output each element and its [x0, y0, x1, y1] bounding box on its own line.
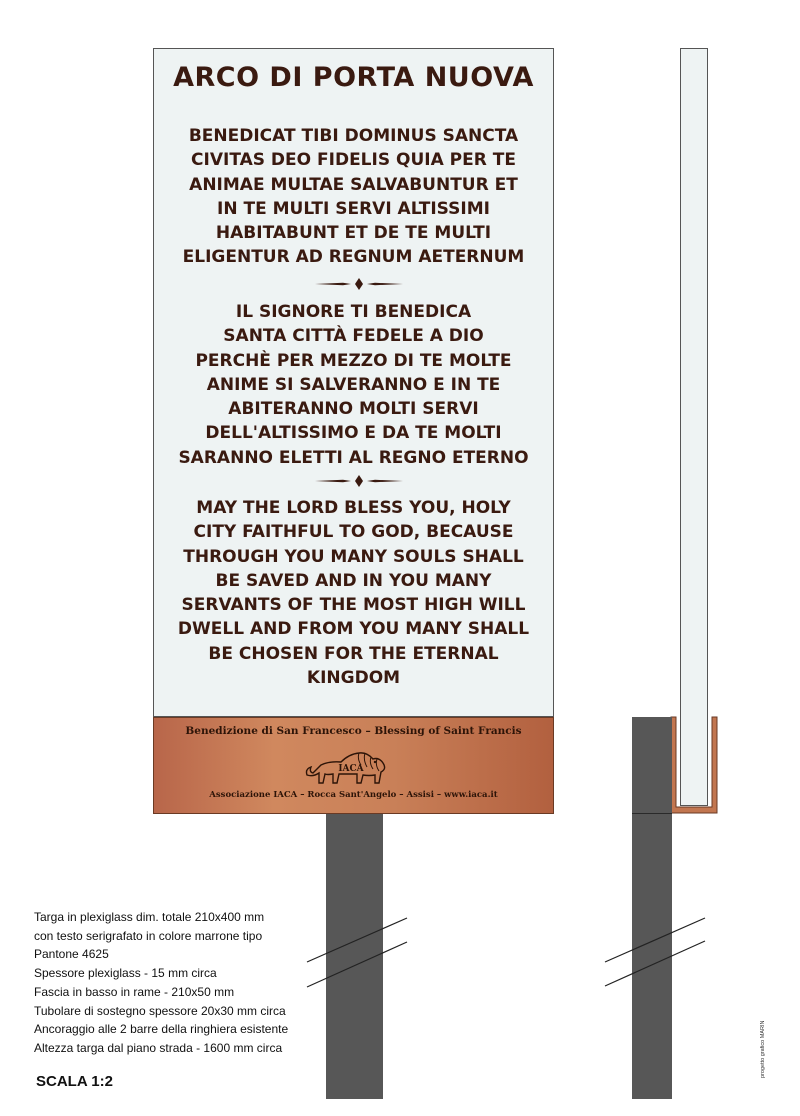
italian-line: IL SIGNORE TI BENEDICA — [235, 302, 472, 322]
english-line: SERVANTS OF THE MOST HIGH WILL — [181, 595, 526, 616]
break-line-side-lower — [605, 941, 705, 986]
latin-line: ANIMAE MULTAE SALVABUNTUR ET — [189, 174, 518, 195]
latin-line: HABITABUNT ET DE TE MULTI — [215, 223, 492, 244]
english-line: MAY THE LORD BLESS YOU, HOLY — [196, 498, 511, 518]
copper-heading: Benedizione di San Francesco – Blessing of Saint Francis — [185, 725, 522, 737]
specification-notes — [34, 908, 288, 1058]
credit-text: progetto grafico MARIN — [760, 1020, 766, 1078]
sign-title: ARCO DI PORTA NUOVA — [173, 62, 534, 93]
italian-line: ANIME SI SALVERANNO E IN TE — [206, 374, 501, 395]
note-line: Targa in plexiglass dim. totale 210x400 mm — [34, 910, 265, 924]
italian-line: SANTA CITTÀ FEDELE A DIO — [223, 326, 484, 347]
latin-line: BENEDICAT TIBI DOMINUS SANCTA — [188, 126, 519, 146]
english-line: DWELL AND FROM YOU MANY SHALL — [177, 619, 530, 640]
english-line: THROUGH YOU MANY SOULS SHALL — [183, 546, 524, 567]
break-line-side-upper — [605, 918, 705, 962]
italian-line: SARANNO ELETTI AL REGNO ETERNO — [178, 447, 529, 468]
english-line: BE CHOSEN FOR THE ETERNAL — [208, 643, 499, 664]
latin-line: IN TE MULTI SERVI ALTISSIMI — [217, 198, 490, 219]
note-line: Spessore plexiglass - 15 mm circa — [34, 966, 217, 981]
italian-line: ABITERANNO MOLTI SERVI — [228, 399, 479, 420]
english-line: BE SAVED AND IN YOU MANY — [215, 570, 492, 591]
designer-credit — [754, 1010, 768, 1080]
logo-text: IACA — [338, 764, 364, 774]
latin-line: CIVITAS DEO FIDELIS QUIA PER TE — [191, 150, 516, 171]
copper-footer: Associazione IACA – Rocca Sant'Angelo – Assisi – www.iaca.it — [209, 790, 498, 800]
note-line: Ancoraggio alle 2 barre della ringhiera esistente — [34, 1022, 289, 1037]
scale-label: SCALA 1:2 — [36, 1073, 113, 1090]
break-line-front-upper — [307, 918, 407, 962]
note-line: Tubolare di sostegno spessore 20x30 mm circa — [34, 1003, 286, 1018]
note-line: Fascia in basso in rame - 210x50 mm — [34, 984, 235, 999]
english-line: KINGDOM — [306, 668, 401, 689]
break-line-front-lower — [307, 942, 407, 987]
italian-line: PERCHÈ PER MEZZO DI TE MOLTE — [195, 350, 512, 371]
italian-line: DELL'ALTISSIMO E DA TE MOLTI — [205, 423, 502, 444]
latin-line: ELIGENTUR AD REGNUM AETERNUM — [182, 247, 525, 268]
note-line: Altezza targa dal piano strada - 1600 mm circa — [34, 1040, 283, 1055]
note-line: con testo serigrafato in colore marrone tipo — [34, 928, 263, 943]
note-line: Pantone 4625 — [34, 947, 109, 962]
english-line: CITY FAITHFUL TO GOD, BECAUSE — [193, 522, 514, 543]
